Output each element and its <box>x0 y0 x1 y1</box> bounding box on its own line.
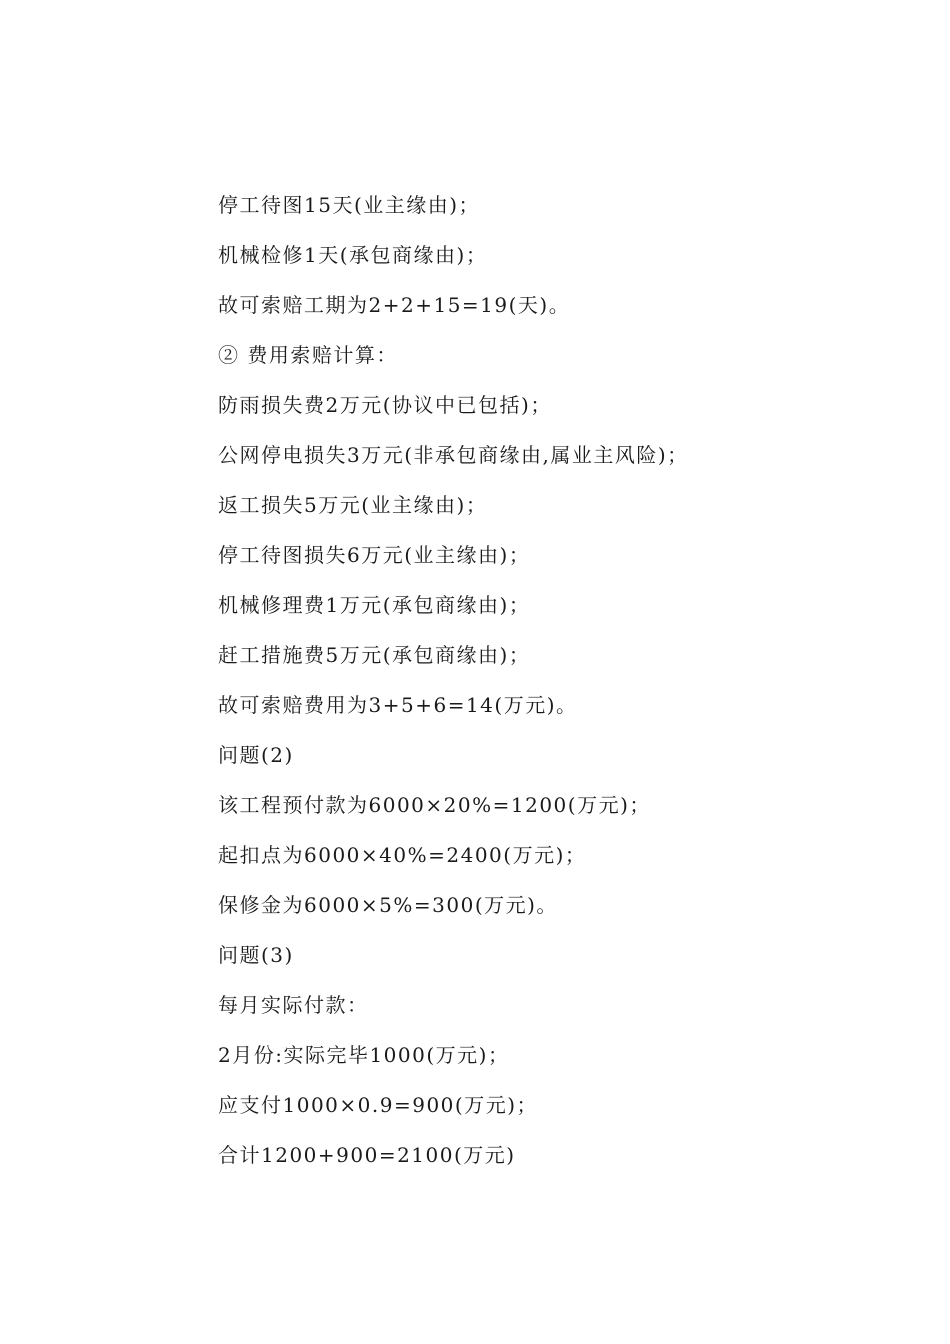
text-line: 该工程预付款为6000×20%=1200(万元)； <box>218 793 651 817</box>
text-line: 保修金为6000×5%=300(万元)。 <box>218 893 558 917</box>
text-line: 2月份:实际完毕1000(万元)； <box>218 1043 510 1067</box>
text-line: 起扣点为6000×40%=2400(万元)； <box>218 843 587 867</box>
text-line: 公网停电损失3万元(非承包商缘由,属业主风险)； <box>218 443 689 467</box>
question-heading: 问题(2) <box>218 743 294 767</box>
text-line: 防雨损失费2万元(协议中已包括)； <box>218 393 552 417</box>
text-line: 合计1200+900=2100(万元) <box>218 1143 516 1167</box>
text-line: 停工待图损失6万元(业主缘由)； <box>218 543 531 567</box>
text-line: 赶工措施费5万元(承包商缘由)； <box>218 643 531 667</box>
question-heading: 问题(3) <box>218 943 294 967</box>
text-line: 应支付1000×0.9=900(万元)； <box>218 1093 538 1117</box>
text-line: 机械检修1天(承包商缘由)； <box>218 243 488 267</box>
text-line: 故可索赔费用为3+5+6=14(万元)。 <box>218 693 578 717</box>
section-heading: ② 费用索赔计算： <box>218 343 398 367</box>
text-line: 停工待图15天(业主缘由)； <box>218 193 481 217</box>
text-line: 每月实际付款： <box>218 993 369 1017</box>
text-line: 机械修理费1万元(承包商缘由)； <box>218 593 531 617</box>
document-body <box>218 188 918 1188</box>
text-line: 返工损失5万元(业主缘由)； <box>218 493 488 517</box>
text-line: 故可索赔工期为2+2+15=19(天)。 <box>218 293 571 317</box>
